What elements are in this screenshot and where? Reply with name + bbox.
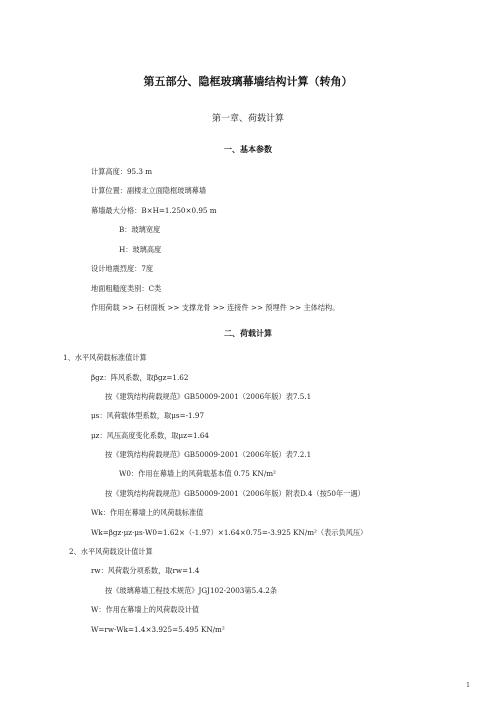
calc-line: W：作用在幕墙上的风荷载设计值 xyxy=(91,605,200,614)
param-line: 计算高度：95.3 m xyxy=(91,167,153,176)
section-heading-basic-params: 一、基本参数 xyxy=(224,145,272,154)
calc-line: W0：作用在幕墙上的风荷载基本值 0.75 KN/m² xyxy=(119,469,276,478)
calc-line: 按《建筑结构荷载规范》GB50009-2001（2006年版）表7.2.1 xyxy=(105,450,312,459)
calc-line: 按《玻璃幕墙工程技术规范》JGJ102-2003第5.4.2条 xyxy=(105,586,278,595)
calc-line: Wk：作用在幕墙上的风荷载标准值 xyxy=(91,508,204,517)
param-line: 地面粗糙度类别：C类 xyxy=(91,284,162,293)
calc-line: μz：风压高度变化系数，取μz=1.64 xyxy=(91,431,210,440)
param-line: H：玻璃高度 xyxy=(119,245,162,254)
param-line: 幕墙最大分格：B×H=1.250×0.95 m xyxy=(91,206,217,215)
calc-line: μs：风荷载体型系数，取μs=-1.97 xyxy=(91,411,205,420)
calc-line: W=rw·Wk=1.4×3.925=5.495 KN/m² xyxy=(91,625,225,634)
page-number: 1 xyxy=(466,682,470,689)
calc-line: 1、水平风荷载标准值计算 xyxy=(63,353,147,362)
section-heading-load-calc: 二、荷载计算 xyxy=(224,329,272,338)
calc-line: βgz：阵风系数，取βgz=1.62 xyxy=(91,373,189,382)
param-line: 设计地震烈度：7度 xyxy=(91,264,154,273)
document-title: 第五部分、隐框玻璃幕墙结构计算（转角） xyxy=(143,75,353,88)
param-line: 作用荷载 >> 石材面板 >> 支撑龙骨 >> 连接件 >> 预埋件 >> 主体结构。 xyxy=(91,303,340,312)
chapter-heading: 第一章、荷载计算 xyxy=(211,114,284,124)
calc-line: rw：风荷载分项系数，取rw=1.4 xyxy=(91,566,200,575)
calc-line: Wk=βgz·μz·μs·W0=1.62×（-1.97）×1.64×0.75=-3.925 KN/m²（表示负风压） xyxy=(91,528,368,537)
calc-line: 按《建筑结构荷载规范》GB50009-2001（2006年版）附表D.4（按50年一遇） xyxy=(105,489,365,498)
calc-line: 按《建筑结构荷载规范》GB50009-2001（2006年版）表7.5.1 xyxy=(105,392,312,401)
param-line: 计算位置：副楼北立面隐框玻璃幕墙 xyxy=(91,186,207,195)
param-line: B：玻璃宽度 xyxy=(119,225,161,234)
calc-line: 2、水平风荷载设计值计算 xyxy=(69,547,153,556)
